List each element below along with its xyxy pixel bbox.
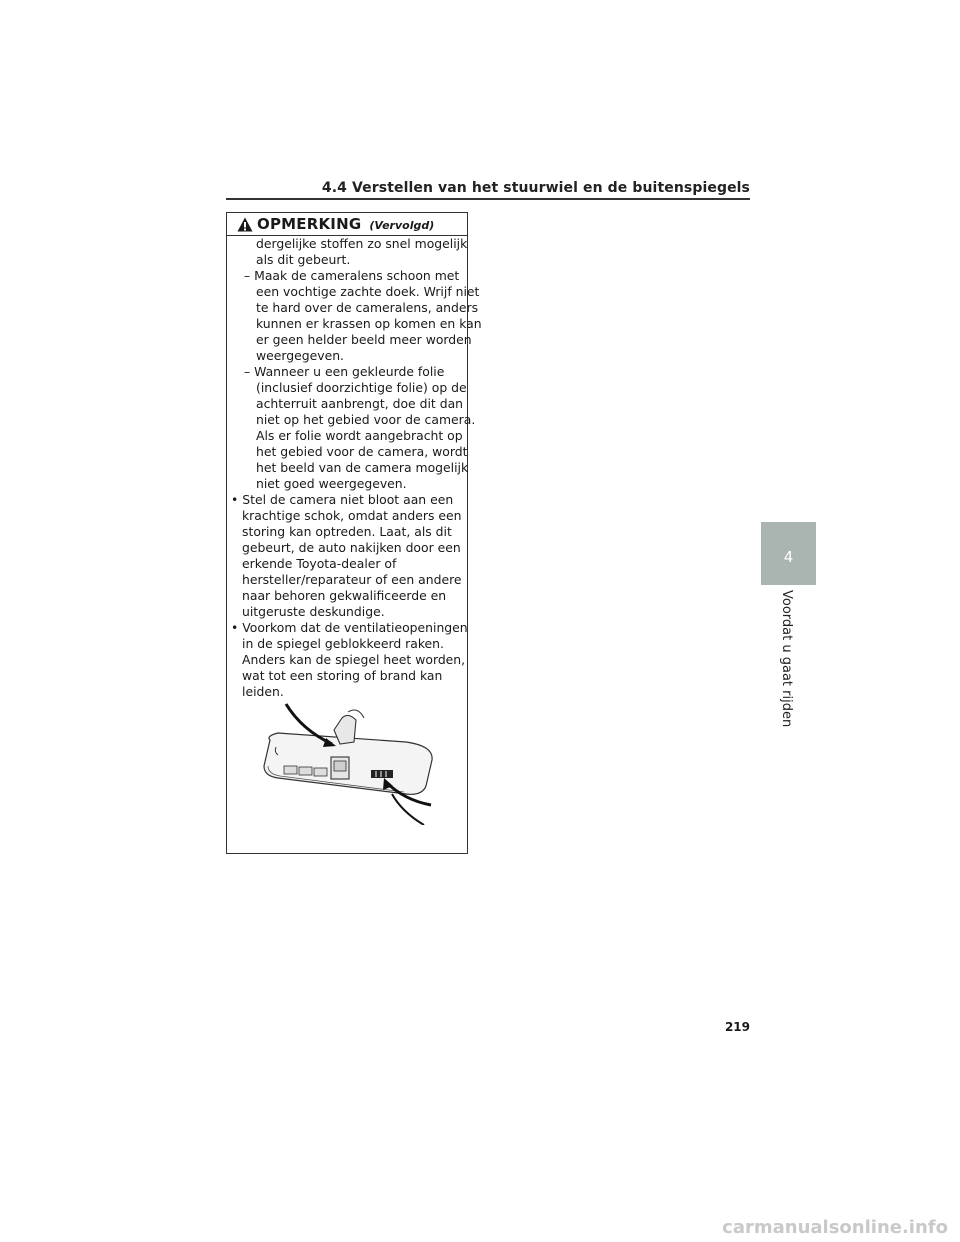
note-line: als dit gebeurt. (256, 252, 351, 267)
watermark: carmanualsonline.info (722, 1217, 948, 1238)
chapter-number: 4 (783, 548, 794, 566)
note-line: het gebied voor de camera, wordt (256, 444, 468, 459)
note-line: niet op het gebied voor de camera. (256, 412, 476, 427)
note-line: weergegeven. (256, 348, 344, 363)
note-line: achterruit aanbrengt, doe dit dan (256, 396, 464, 411)
note-line: het beeld van de camera mogelijk (256, 460, 469, 475)
note-line: in de spiegel geblokkeerd raken. (242, 636, 444, 651)
note-line: kunnen er krassen op komen en kan (256, 316, 482, 331)
note-line: • Voorkom dat de ventilatieopeningen (231, 620, 468, 635)
note-line: (inclusief doorzichtige folie) op de (256, 380, 467, 395)
warning-triangle-icon (237, 217, 253, 232)
header-rule (226, 198, 750, 200)
note-line: leiden. (242, 684, 284, 699)
note-line: uitgeruste deskundige. (242, 604, 385, 619)
note-line: te hard over de cameralens, anders (256, 300, 479, 315)
note-continued: (Vervolgd) (369, 218, 435, 232)
note-header (227, 213, 467, 236)
note-line: – Maak de cameralens schoon met (244, 268, 460, 283)
note-line: niet goed weergegeven. (256, 476, 407, 491)
note-line: Anders kan de spiegel heet worden, (242, 652, 466, 667)
note-line: erkende Toyota-dealer of (242, 556, 397, 571)
chapter-side-tab[interactable] (761, 522, 816, 585)
note-line: • Stel de camera niet bloot aan een (231, 492, 454, 507)
note-line: naar behoren gekwalificeerde en (242, 588, 447, 603)
note-line: – Wanneer u een gekleurde folie (244, 364, 445, 379)
page-number: 219 (724, 1020, 750, 1034)
chapter-label: Voordat u gaat rijden (779, 590, 794, 728)
note-title: OPMERKING (257, 215, 362, 233)
note-line: er geen helder beeld meer worden (256, 332, 472, 347)
note-line: gebeurt, de auto nakijken door een (242, 540, 461, 555)
note-line: dergelijke stoffen zo snel mogelijk (256, 236, 468, 251)
note-line: een vochtige zachte doek. Wrijf niet (256, 284, 480, 299)
rearview-mirror-illustration (256, 700, 436, 825)
note-line: Als er folie wordt aangebracht op (256, 428, 463, 443)
note-line: wat tot een storing of brand kan (242, 668, 443, 683)
note-line: krachtige schok, omdat anders een (242, 508, 462, 523)
page-header-title: 4.4 Verstellen van het stuurwiel en de buitenspiegels (321, 180, 750, 196)
note-line: hersteller/reparateur of een andere (242, 572, 462, 587)
note-line: storing kan optreden. Laat, als dit (242, 524, 452, 539)
